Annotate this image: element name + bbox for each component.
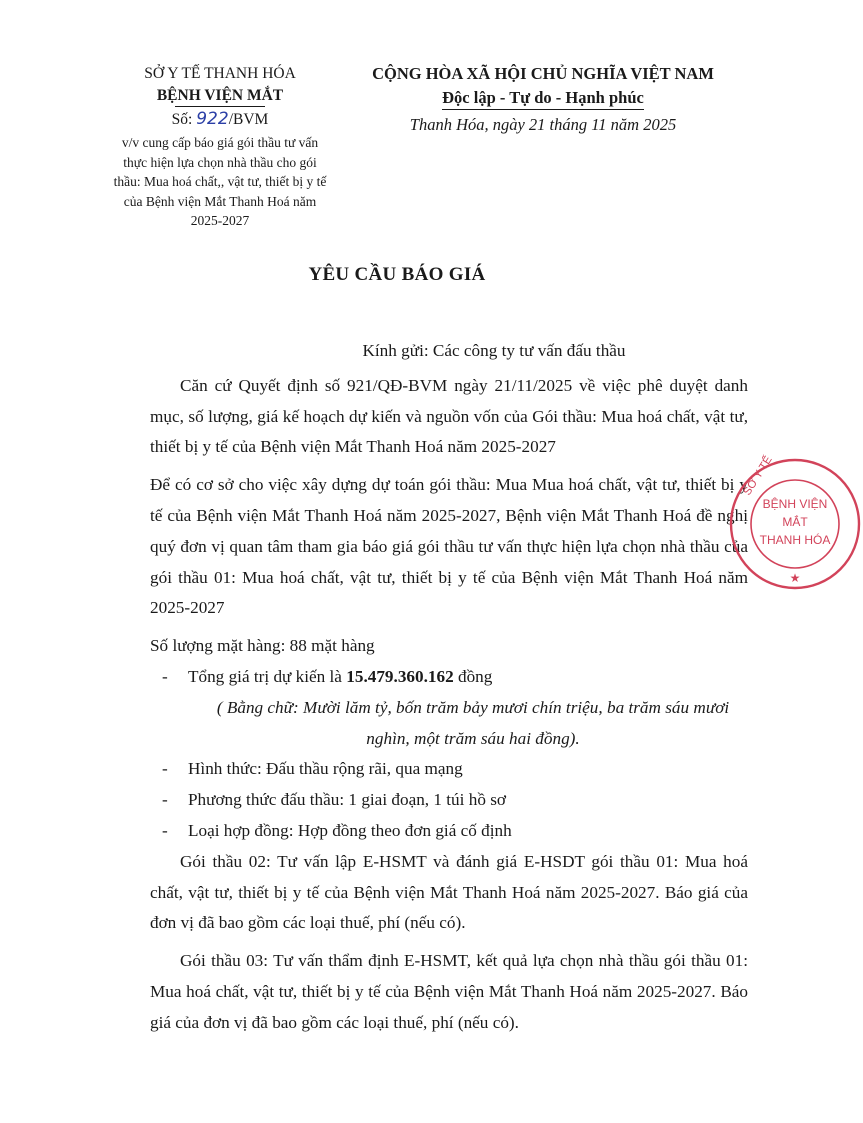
republic-name: CỘNG HÒA XÃ HỘI CHỦ NGHĨA VIỆT NAM — [372, 64, 714, 83]
national-header — [356, 63, 730, 137]
document-number-suffix: /BVM — [228, 111, 269, 128]
subject-block — [98, 133, 342, 231]
seal-outer-ring — [731, 460, 859, 588]
bidding-method-item: - Phương thức đấu thầu: 1 giai đoạn, 1 túi hồ sơ — [150, 785, 748, 816]
place-and-date: Thanh Hóa, ngày 21 tháng 11 năm 2025 — [409, 115, 677, 134]
package-02-paragraph: Gói thầu 02: Tư vấn lập E-HSMT và đánh giá E-HSDT gói thầu 01: Mua hoá chất, vật tư, thiết bị y tế của Bệnh viện Mắt Thanh Hoá năm 2025-2027. Báo giá của đơn vị đã bao gồm các loại thuế, phí (nếu có). — [150, 851, 748, 933]
subject-line: của Bệnh viện Mắt Thanh Hoá năm — [123, 193, 317, 209]
contract-type-item: - Loại hợp đồng: Hợp đồng theo đơn giá cố định — [150, 816, 748, 847]
subject-line: 2025-2027 — [190, 213, 250, 228]
subject-line: thực hiện lựa chọn nhà thầu cho gói — [123, 154, 317, 170]
agency-name: SỞ Y TẾ THANH HÓA — [144, 65, 296, 82]
subject-line: v/v cung cấp báo giá gói thầu tư vấn — [121, 135, 319, 150]
document-title: YÊU CẦU BÁO GIÁ — [308, 264, 486, 285]
request-paragraph: Để có cơ sở cho việc xây dựng dự toán gói thầu: Mua Mua hoá chất, vật tư, thiết bị y tế của Bệnh viện Mắt Thanh Hoá năm 2025-2027, Bệnh viện Mắt Thanh Hoá đề nghị quý đơn vị quan tâm tham gia báo giá gói thầu tư vấn thực hiện lựa chọn nhà thầu của gói thầu 01: Mua hoá chất, vật tư, thiết bị y tế của Bệnh viện Mắt Thanh Hoá năm 2025-2027 — [150, 475, 748, 618]
seal-text-line-3: THANH HÓA — [759, 533, 831, 547]
hospital-name: BỆNH VIỆN MẮT — [157, 85, 283, 107]
basis-paragraph: Căn cứ Quyết định số 921/QĐ-BVM ngày 21/11/2025 về việc phê duyệt danh mục, số lượng, giá kế hoạch dự kiến và nguồn vốn của Gói thầu: Mua hoá chất, vật tư, thiết bị y tế của Bệnh viện Mắt Thanh Hoá năm 2025-2027 — [150, 375, 748, 457]
bidding-form-item: - Hình thức: Đấu thầu rộng rãi, qua mạng — [150, 754, 748, 785]
item-quantity: Số lượng mặt hàng: 88 mặt hàng — [150, 636, 375, 656]
document-body — [150, 336, 748, 1039]
seal-text-line-2: MẮT — [782, 515, 808, 529]
seal-star-icon: ★ — [789, 571, 801, 585]
document-number-prefix: Số: — [171, 111, 197, 128]
seal-inner-ring — [751, 480, 839, 568]
salutation: Kính gửi: Các công ty tư vấn đấu thầu — [362, 341, 626, 360]
total-value-currency: đồng — [453, 666, 493, 686]
package-03-paragraph: Gói thầu 03: Tư vấn thẩm định E-HSMT, kết quả lựa chọn nhà thầu gói thầu 01: Mua hoá chất, vật tư, thiết bị y tế của Bệnh viện Mắt Thanh Hoá năm 2025-2027. Báo giá của đơn vị đã bao gồm các loại thuế, phí (nếu có). — [150, 951, 748, 1032]
seal-text-line-1: BỆNH VIỆN — [762, 497, 828, 511]
subject-line: thầu: Mua hoá chất,, vật tư, thiết bị y tế — [113, 174, 327, 189]
total-value-item — [150, 662, 748, 693]
sender-block — [98, 63, 342, 231]
amount-in-words: ( Bằng chữ: Mười lăm tỷ, bốn trăm bảy mươi chín triệu, ba trăm sáu mươi nghìn, một trăm sáu hai đồng). — [216, 697, 730, 748]
seal-ring-text: SỞ Y TẾ — [741, 454, 775, 498]
total-value-label: Tổng giá trị dự kiến là — [188, 666, 347, 686]
document-number-handwritten: 922 — [196, 109, 229, 129]
total-value-amount: 15.479.360.162 — [346, 666, 454, 686]
national-motto: Độc lập - Tự do - Hạnh phúc — [442, 85, 644, 111]
document-number — [98, 107, 342, 132]
